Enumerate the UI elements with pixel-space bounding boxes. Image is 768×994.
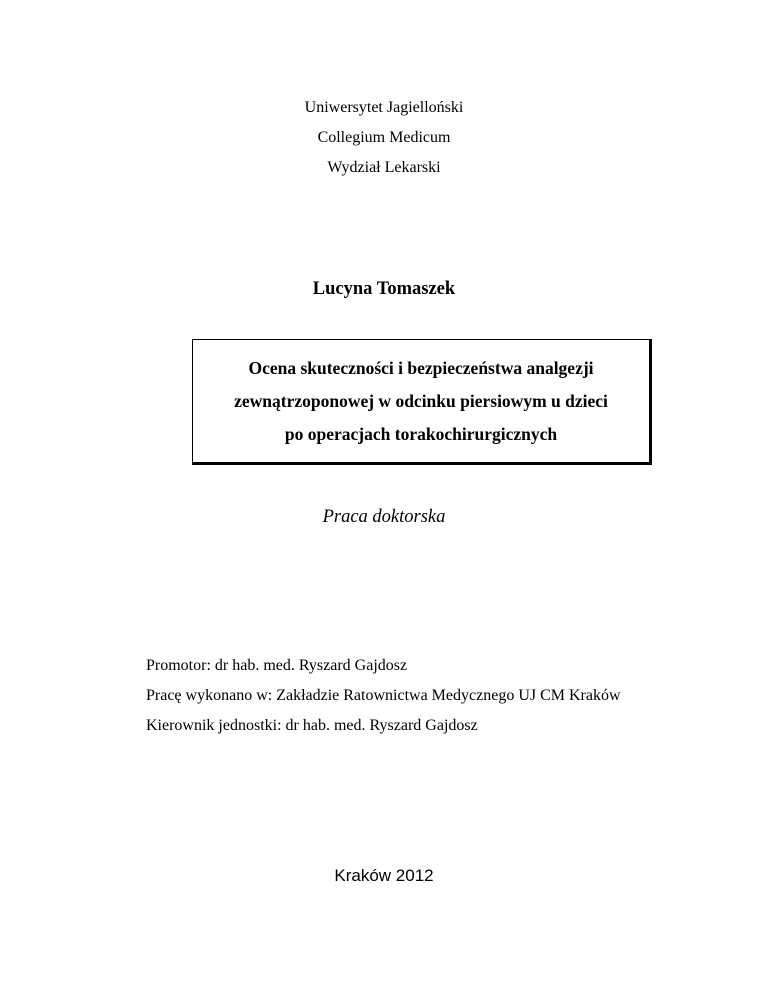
place-and-year: Kraków 2012	[334, 866, 434, 885]
university-name: Uniwersytet Jagielloński	[304, 99, 464, 116]
document-type: Praca doktorska	[322, 507, 446, 527]
thesis-title-line-3: po operacjach torakochirurgicznych	[284, 424, 558, 444]
faculty-name: Wydział Lekarski	[327, 159, 441, 176]
thesis-title-line-2: zewnątrzoponowej w odcinku piersiowym u dzieci	[234, 391, 608, 411]
department-line: Pracę wykonano w: Zakładzie Ratownictwa Medycznego UJ CM Kraków	[146, 687, 621, 704]
thesis-title-box	[192, 339, 652, 465]
unit-head-line: Kierownik jednostki: dr hab. med. Ryszard Gajdosz	[146, 717, 478, 734]
author-name: Lucyna Tomaszek	[312, 279, 456, 299]
college-name: Collegium Medicum	[317, 129, 451, 146]
supervisor-line: Promotor: dr hab. med. Ryszard Gajdosz	[146, 657, 408, 674]
thesis-title-line-1: Ocena skuteczności i bezpieczeństwa analgezji	[248, 358, 594, 378]
